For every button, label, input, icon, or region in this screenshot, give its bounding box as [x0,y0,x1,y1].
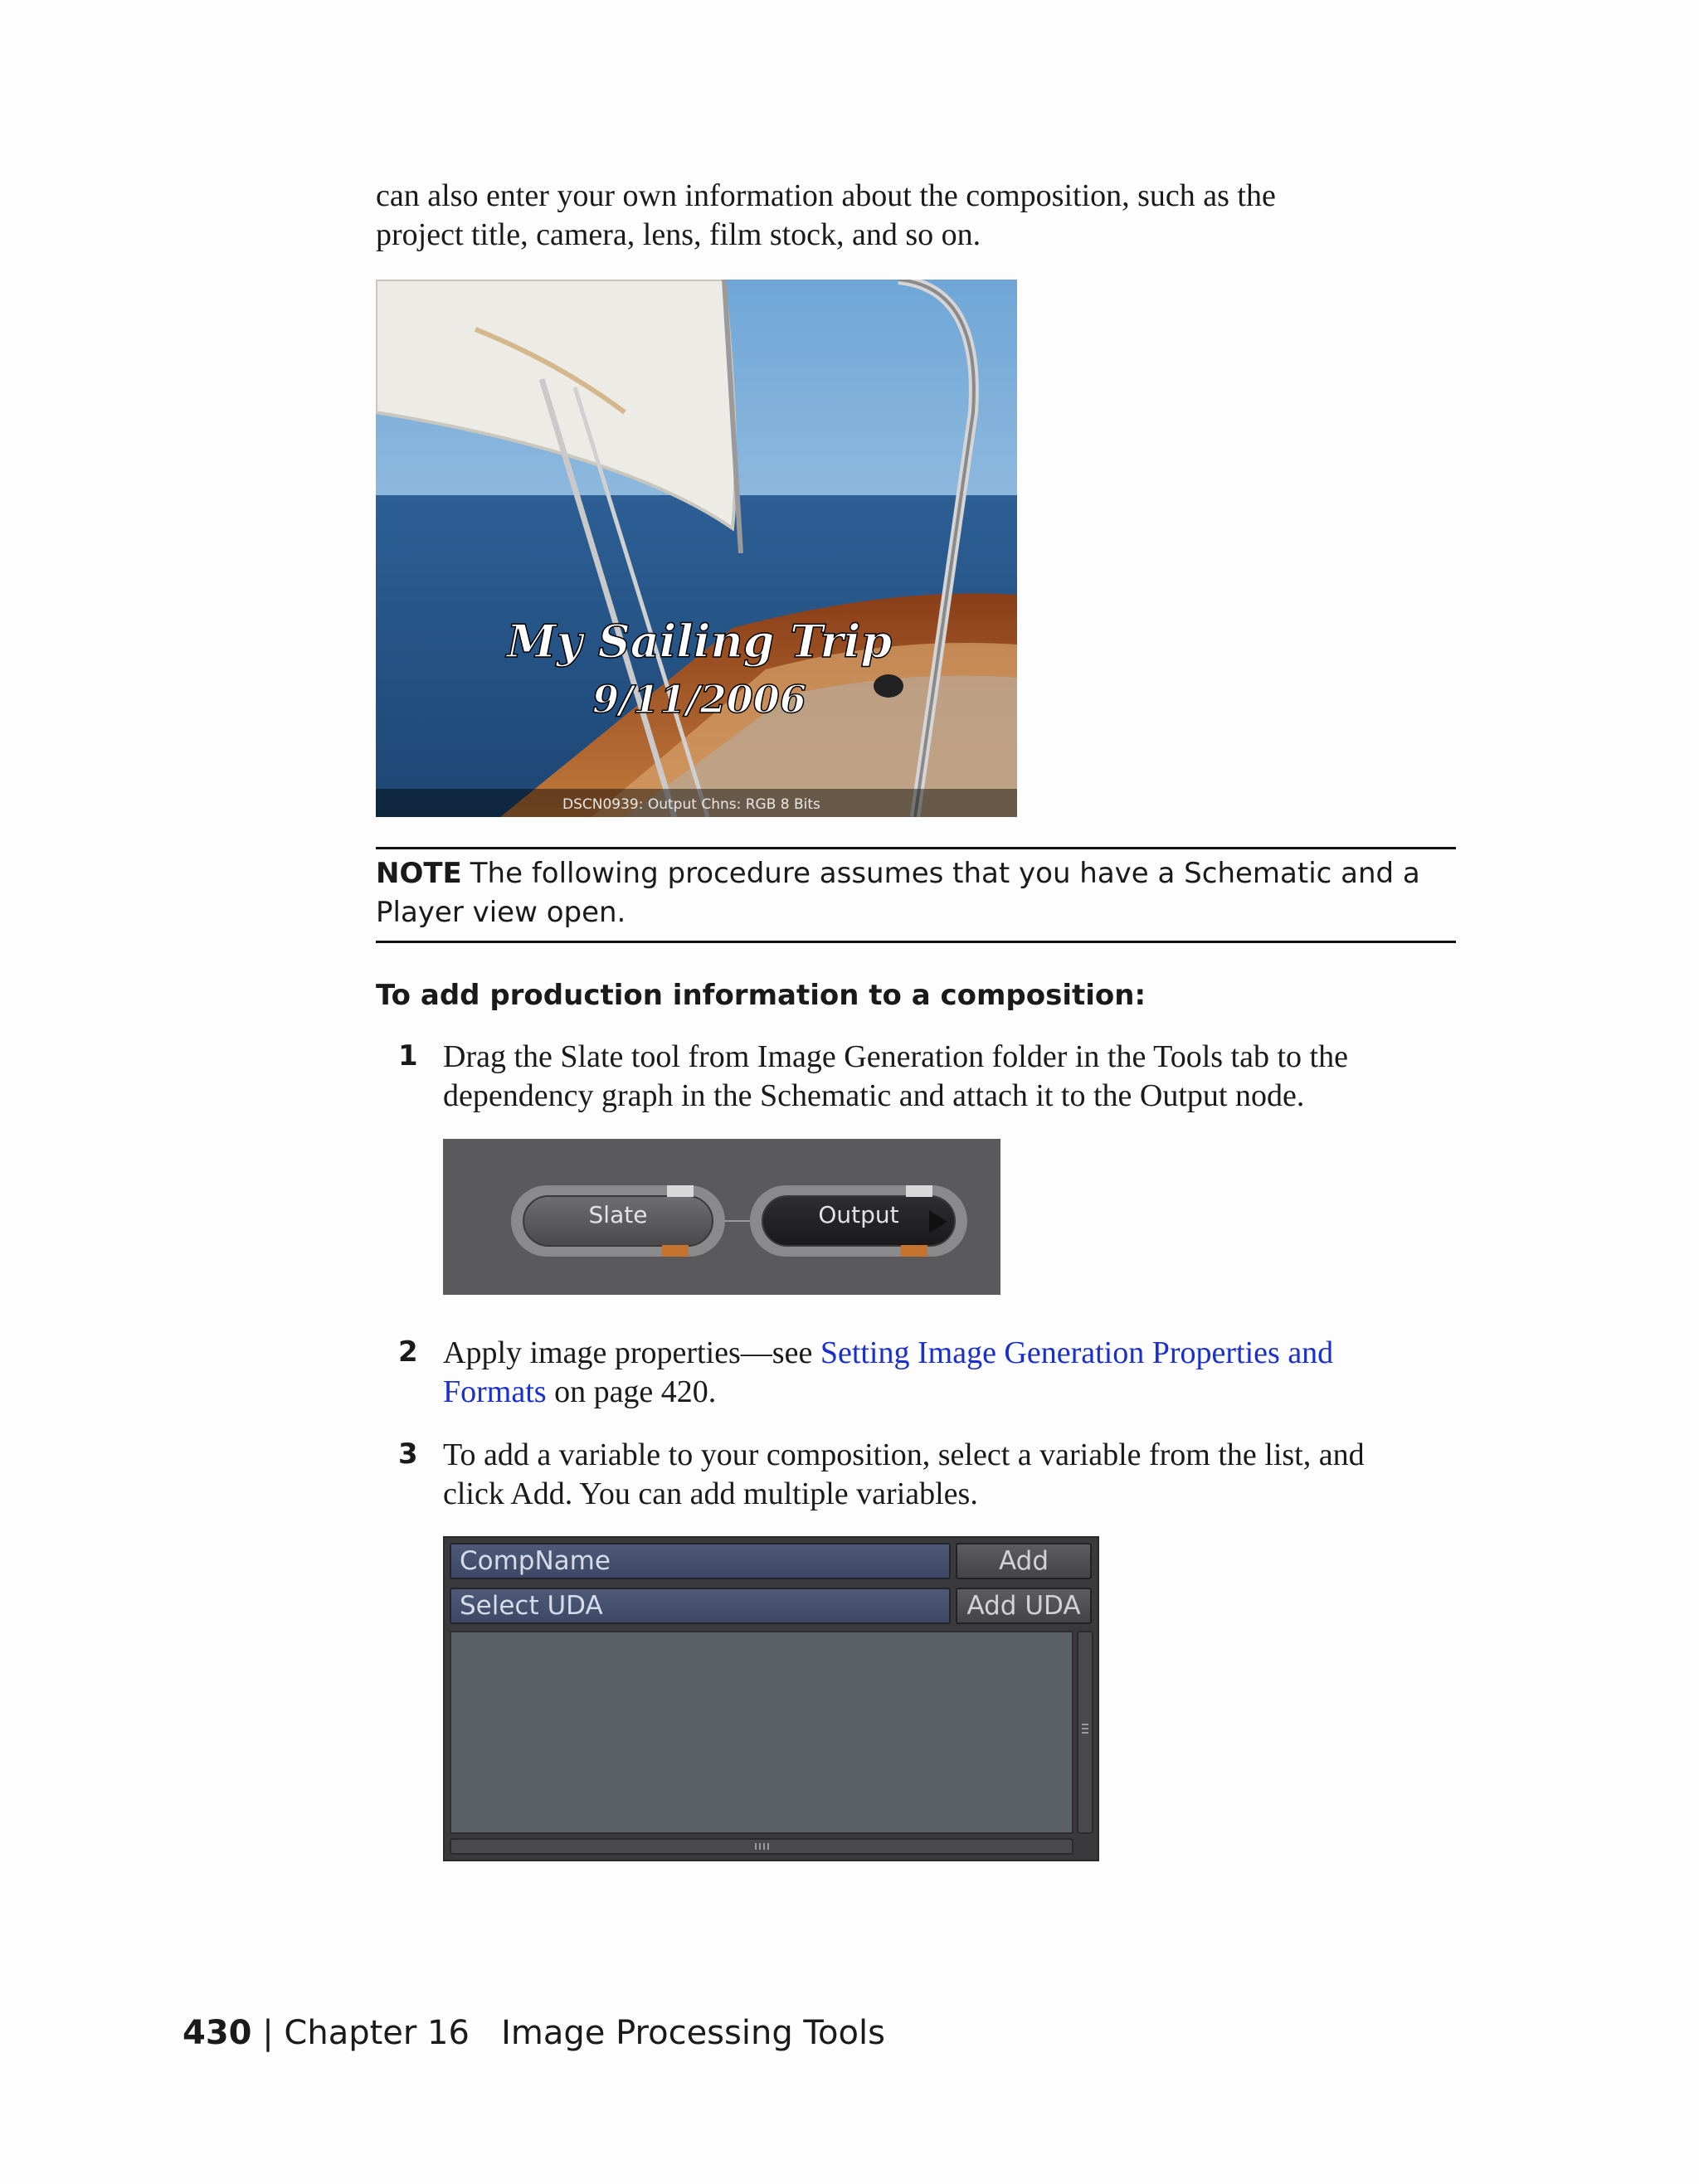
note-text: The following procedure assumes that you have a Schematic and a Player view open. [376,857,1420,929]
photo-title-line-2: 9/11/2006 [592,677,806,722]
intro-line-2: project title, camera, lens, film stock, and so on. [376,217,981,252]
note-rule-top [376,847,1456,849]
output-node-label: Output [818,1201,899,1228]
step-3-text [443,1436,1468,1514]
step-1-number: 1 [398,1039,418,1073]
step-3-line-1: To add a variable to your composition, select a variable from the list, and [443,1437,1365,1472]
photo-title-line-1: My Sailing Trip [506,615,893,668]
page-footer [183,2014,885,2052]
add-button[interactable]: Add [956,1543,1092,1579]
step-3-line-2: click Add. You can add multiple variables. [443,1476,978,1511]
footer-separator: | [262,2014,274,2052]
variable-list[interactable] [450,1631,1073,1834]
schematic-view [443,1139,1000,1295]
add-uda-button[interactable]: Add UDA [956,1588,1092,1624]
step-2-post: on page 420. [546,1374,717,1409]
step-1-line-1: Drag the Slate tool from Image Generation folder in the Tools tab to the [443,1039,1348,1074]
step-2-text [443,1334,1468,1412]
step-2-number: 2 [398,1335,418,1369]
step-1-text [443,1038,1468,1116]
sailing-photo [376,280,1017,817]
step-2-pre: Apply image properties—see [443,1335,820,1370]
connection-line [725,1220,750,1222]
note-label: NOTE [376,857,462,890]
intro-paragraph [376,177,1454,255]
note-rule-bottom [376,941,1456,943]
note-box [376,854,1456,932]
page-number: 430 [183,2014,252,2052]
output-node[interactable] [750,1185,967,1257]
step-1-line-2: dependency graph in the Schematic and attach it to the Output node. [443,1078,1305,1113]
procedure-heading: To add production information to a composition: [376,979,1146,1012]
vertical-scrollbar[interactable] [1077,1631,1093,1834]
footer-chapter-title: Image Processing Tools [501,2014,885,2052]
play-arrow-icon [929,1210,947,1233]
uda-select[interactable]: Select UDA [450,1588,951,1624]
footer-chapter: Chapter 16 [284,2014,470,2052]
photo-status-bar: DSCN0939: Output Chns: RGB 8 Bits [562,796,820,813]
intro-line-1: can also enter your own information about the composition, such as the [376,178,1276,213]
variable-select[interactable]: CompName [450,1543,951,1579]
step-2-link-part-1[interactable]: Setting Image Generation Properties and [820,1335,1334,1370]
slate-node-label: Slate [588,1201,648,1228]
step-2-link-part-2[interactable]: Formats [443,1374,547,1409]
slate-node[interactable] [511,1185,725,1257]
horizontal-scrollbar[interactable] [450,1838,1073,1855]
step-3-number: 3 [398,1437,418,1471]
variable-panel [443,1536,1099,1861]
